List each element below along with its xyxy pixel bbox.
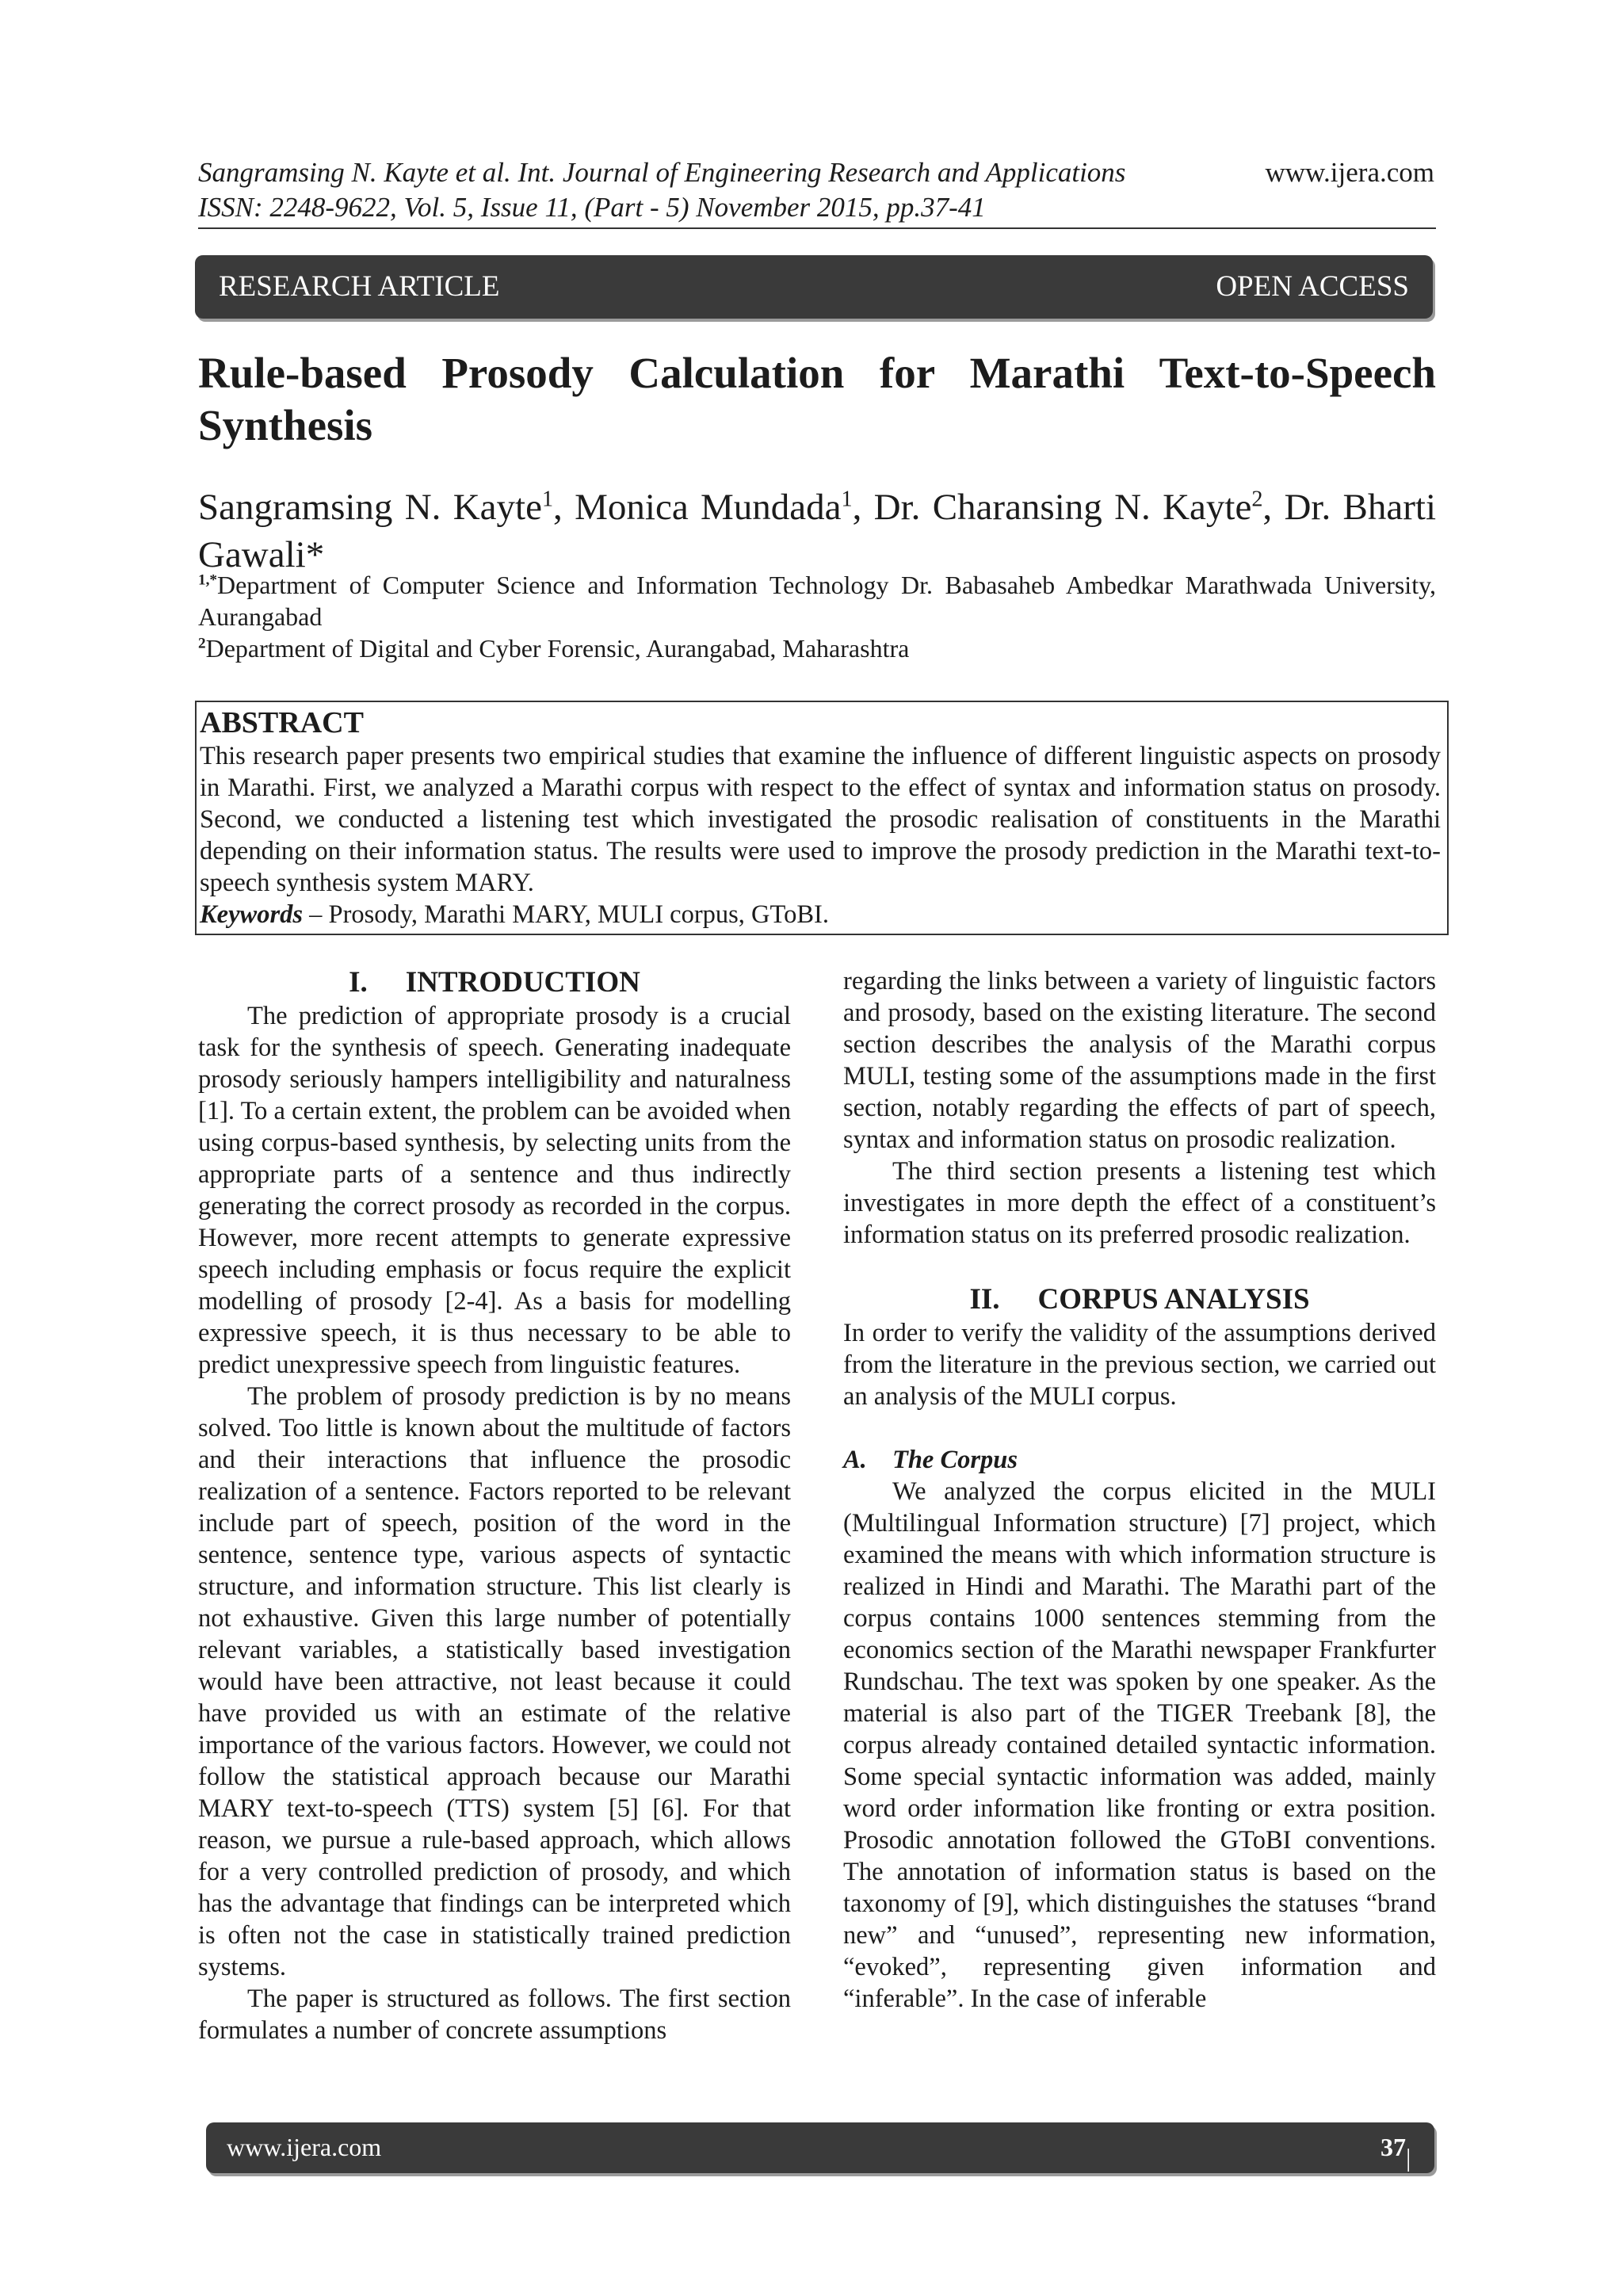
access-type-label: OPEN ACCESS xyxy=(1216,270,1409,303)
running-header-line1 xyxy=(198,155,1434,190)
paragraph: The problem of prosody prediction is by no means solved. Too little is known about the multitude of factors and their interactions that influence the prosodic realization of a sentence. Factors reported to be relevant include part of speech, position of the word in the sentence, sentence type, various aspects of syntactic structure, and information structure. This list clearly is not exhaustive. Given this large number of potentially relevant variables, a statistically based investigation would have been attractive, not least because it could have provided us with an estimate of the relative importance of the various factors. However, we could not follow the statistical approach because our Marathi MARY text-to-speech (TTS) system [5] [6]. For that reason, we pursue a rule-based approach, which allows for a very controlled prediction of prosody, and which has the advantage that findings can be interpreted which is often not the case in statistically trained prediction systems. xyxy=(198,1382,791,1981)
abstract-heading: ABSTRACT xyxy=(200,706,364,739)
paragraph: The prediction of appropriate prosody is a crucial task for the synthesis of speech. Generating inadequate prosody seriously hampers intelligibility and naturalness [1]. To a certain extent, the problem can be avoided when using corpus-based synthesis, by selecting units from the appropriate parts of a sentence and thus indirectly generating the correct prosody as recorded in the corpus. However, more recent attempts to generate expressive speech including emphasis or focus require the explicit modelling of prosody [2-4]. As a basis for modelling expressive speech, it is thus necessary to be able to predict unexpressive speech from linguistic features. xyxy=(198,1002,791,1379)
article-type-banner xyxy=(195,255,1433,319)
keywords xyxy=(200,899,1441,930)
header-divider xyxy=(198,227,1436,229)
left-column xyxy=(198,965,791,2046)
paper-title: Rule-based Prosody Calculation for Marathi Text-to-Speech Synthesis xyxy=(198,349,1436,449)
author: Dr. Bharti Gawali* xyxy=(198,487,1437,575)
abstract-box xyxy=(195,701,1449,935)
paragraph: In order to verify the validity of the assumptions derived from the literature in the previous section, we carried out an analysis of the MULI corpus. xyxy=(843,1319,1436,1411)
abstract-text: This research paper presents two empirical studies that examine the influence of different linguistic aspects on prosody in Marathi. First, we analyzed a Marathi corpus with respect to the effect of syntax and information status on prosody. Second, we conducted a listening test which investigated the prosodic realisation of constituents in the Marathi depending on their information status. The results were used to improve the prosody prediction in the Marathi text-to-speech synthesis system MARY. xyxy=(200,742,1441,897)
subsection-heading-the-corpus: A. The Corpus xyxy=(843,1446,1018,1474)
article-type-label: RESEARCH ARTICLE xyxy=(219,270,500,303)
paragraph: The third section presents a listening test which investigates in more depth the effect of a constituent’s information status on its preferred prosodic realization. xyxy=(843,1157,1436,1249)
running-header-line2: ISSN: 2248-9622, Vol. 5, Issue 11, (Part - 5) November 2015, pp.37-41 xyxy=(198,192,986,223)
affiliation: $^{1,*}$Department of Computer Science and Information Technology Dr. Babasaheb Ambedkar Marathwada University, Aurangabad xyxy=(198,571,1436,631)
affiliation: $^2$Department of Digital and Cyber Forensic, Aurangabad, Maharashtra xyxy=(198,634,910,663)
journal-citation: Sangramsing N. Kayte et al. Int. Journal of Engineering Research and Applications xyxy=(198,157,1126,188)
paragraph: regarding the links between a variety of linguistic factors and prosody, based on the existing literature. The second section describes the analysis of the Marathi corpus MULI, testing some of the assumptions made in the first section, notably regarding the effects of part of speech, syntax and information status on prosodic realization. xyxy=(843,967,1436,1154)
paragraph: The paper is structured as follows. The first section formulates a number of concrete assumptions xyxy=(198,1985,791,2045)
author: Dr. Charansing N. Kayte$^2$, xyxy=(873,487,1285,528)
section-heading-introduction: I. INTRODUCTION xyxy=(349,966,640,999)
author: Sangramsing N. Kayte$^1$, xyxy=(198,487,575,528)
journal-website[interactable]: www.ijera.com xyxy=(1265,157,1434,188)
page-number: 37 | P a g e xyxy=(1381,2133,1421,2289)
keywords-label: Keywords xyxy=(200,900,303,929)
paragraph: We analyzed the corpus elicited in the MULI (Multilingual Information structure) [7] project, which examined the means with which information structure is realized in Hindi and Marathi. The Marathi part of the corpus contains 1000 sentences stemming from the economics section of the Marathi newspaper Frankfurter Rundschau. The text was spoken by one speaker. As the material is also part of the TIGER Treebank [8], the corpus already contained detailed syntactic information. Some special syntactic information was added, mainly word order information like fronting or extra position. Prosodic annotation followed the GToBI conventions. The annotation of information status is based on the taxonomy of [9], which distinguishes the statuses “brand new” and “unused”, representing new information, “evoked”, representing given information and “inferable”. In the case of inferable xyxy=(843,1477,1436,2013)
author: Monica Mundada$^1$, xyxy=(575,487,874,528)
footer-website[interactable]: www.ijera.com xyxy=(227,2133,382,2161)
page-footer xyxy=(206,2122,1434,2289)
keywords-list: – Prosody, Marathi MARY, MULI corpus, GToBI. xyxy=(303,900,829,929)
right-column xyxy=(843,965,1436,2015)
author-list xyxy=(198,483,1436,579)
section-heading-corpus-analysis: II. CORPUS ANALYSIS xyxy=(969,1283,1310,1316)
affiliations xyxy=(198,569,1436,664)
